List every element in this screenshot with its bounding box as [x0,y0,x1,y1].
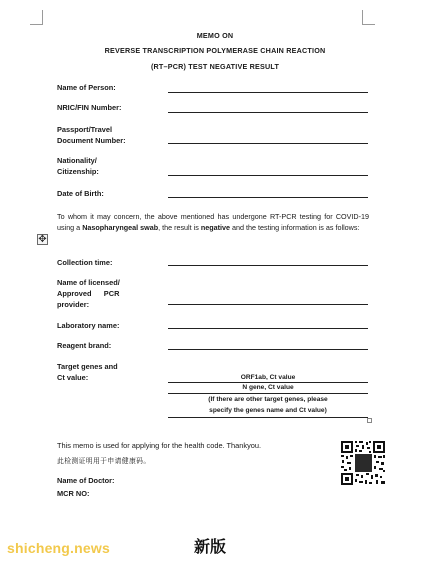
mcr-number-label: MCR NO: [57,489,90,498]
field-label-collection: Collection time: [57,258,113,267]
intro-text-1: To whom it may concern, the above mentioned has undergone RT-PCR testing for COVID-19 using a [57,212,369,232]
field-label-lab: Laboratory name: [57,321,120,330]
field-label-provider-line1: Name of licensed/ [57,278,120,287]
target-note-line2: specify the genes name and Ct value) [209,407,327,414]
field-label-nationality-line2: Citizenship: [57,167,99,176]
target-line-note[interactable] [168,417,368,418]
caption-new-version: 新版 [194,537,227,556]
watermark-text: shicheng.news [7,540,110,556]
field-line-reagent[interactable] [168,349,368,350]
field-label-provider [57,277,167,310]
field-line-lab[interactable] [168,328,368,329]
intro-paragraph [57,211,369,233]
intro-text-2: , the result is [158,223,201,232]
field-label-nationality-line1: Nationality/ [57,156,97,165]
target-note-line1: (If there are other target genes, please [208,396,328,403]
field-line-nationality[interactable] [168,175,368,176]
target-genes-box [168,372,368,418]
intro-text-3: and the testing information is as follows: [230,223,360,232]
swab-type: Nasopharyngeal swab [82,223,159,232]
field-label-passport-line1: Passport/Travel [57,125,113,134]
field-line-passport[interactable] [168,143,368,144]
target-line-orf1ab[interactable] [168,382,368,383]
crop-mark-top-left [30,24,43,25]
target-n-gene: N gene, Ct value [242,384,294,391]
field-line-collection[interactable] [168,265,368,266]
memo-note: This memo is used for applying for the health code. Thankyou. [57,441,262,450]
field-label-target-line2: Ct value: [57,373,89,382]
field-label-target [57,361,167,383]
target-orf1ab: ORF1ab, Ct value [240,374,296,381]
field-label-nric: NRIC/FIN Number: [57,103,122,112]
field-label-reagent: Reagent brand: [57,341,112,350]
crop-mark-top-right [362,24,375,25]
field-label-target-line1: Target genes and [57,362,118,371]
field-line-name[interactable] [168,92,368,93]
field-line-dob[interactable] [168,197,368,198]
crop-mark-top-right [362,10,363,24]
crop-mark-top-left [42,10,43,24]
memo-title-line1: MEMO ON [196,31,234,40]
qr-code-icon [340,440,386,486]
result-negative: negative [200,223,231,232]
memo-note-chinese: 此检测证明用于申请健康码。 [57,457,151,465]
field-line-nric[interactable] [168,112,368,113]
target-line-n-gene[interactable] [168,393,368,394]
move-anchor-icon[interactable]: ✥ [38,234,47,245]
field-label-passport [57,124,167,146]
field-label-provider-line3: provider: [57,300,90,309]
field-label-nationality [57,155,167,177]
field-label-provider-line2: Approved PCR [57,289,120,298]
field-line-provider[interactable] [168,304,368,305]
doctor-name-label: Name of Doctor: [57,476,115,485]
field-label-dob: Date of Birth: [57,189,104,198]
field-label-name: Name of Person: [57,83,116,92]
resize-handle-icon[interactable] [367,418,372,423]
memo-title-line3: (RT–PCR) TEST NEGATIVE RESULT [150,62,280,71]
memo-title-line2: REVERSE TRANSCRIPTION POLYMERASE CHAIN REACTION [104,46,326,55]
field-label-passport-line2: Document Number: [57,136,126,145]
